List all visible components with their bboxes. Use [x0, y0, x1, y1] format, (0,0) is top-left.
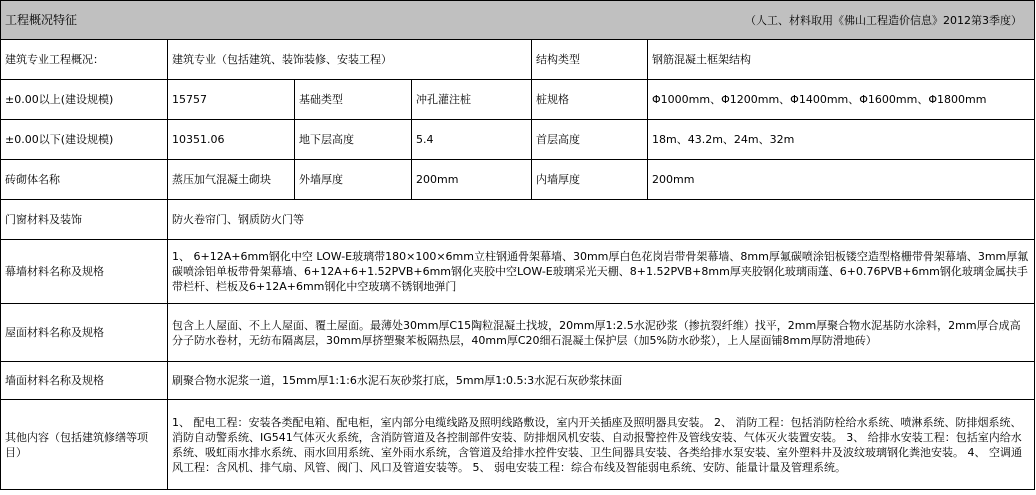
table-row	[1, 400, 1035, 490]
table-title: 工程概况特征	[5, 12, 78, 27]
row-label: 建筑专业工程概况：	[1, 40, 168, 80]
cell-value: 10351.06	[168, 120, 295, 160]
row-label: 砖砌体名称	[1, 160, 168, 200]
cell-value: 200mm	[648, 160, 1035, 200]
table-row	[1, 304, 1035, 362]
header-cell	[1, 1, 1035, 40]
cell-value: 18m、43.2m、24m、32m	[648, 120, 1035, 160]
table-row	[1, 40, 1035, 80]
row-label: 桩规格	[532, 80, 648, 120]
cell-value: 1、 6+12A+6mm钢化中空 LOW-E玻璃带180×100×6mm立柱钢通骨架幕墙、30mm厚白色花岗岩带骨架幕墙、8mm厚氟碳喷涂铝板镂空造型格栅带骨架幕墙、3mm厚氟碳喷涂铝单板带骨架幕墙、6+12A+6+1.52PVB+6mm钢化夹胶中空LOW-E玻璃采光天棚、8+1.52PVB+8mm厚夹胶钢化玻璃雨蓬、6+0.76PVB+6mm钢化玻璃金属扶手带栏杆、栏板及6+12A+6mm钢化中空玻璃不锈钢地弹门	[168, 240, 1035, 304]
cell-value: 钢筋混凝土框架结构	[648, 40, 1035, 80]
table-row	[1, 362, 1035, 400]
row-label: ±0.00以下(建设规模)	[1, 120, 168, 160]
row-label: 结构类型	[532, 40, 648, 80]
row-label: 内墙厚度	[532, 160, 648, 200]
row-label: 外墙厚度	[295, 160, 412, 200]
row-label: 首层高度	[532, 120, 648, 160]
row-label: 地下层高度	[295, 120, 412, 160]
table-row	[1, 160, 1035, 200]
cell-value: 5.4	[412, 120, 532, 160]
cell-value: 建筑专业（包括建筑、装饰装修、安装工程）	[168, 40, 532, 80]
cell-value: 15757	[168, 80, 295, 120]
row-label: 幕墙材料名称及规格	[1, 240, 168, 304]
row-label: 门窗材料及装饰	[1, 200, 168, 240]
cell-value: 蒸压加气混凝土砌块	[168, 160, 295, 200]
row-label: 墙面材料名称及规格	[1, 362, 168, 400]
table-row	[1, 80, 1035, 120]
cell-value: 1、 配电工程：安装各类配电箱、配电柜，室内部分电缆线路及照明线路敷设，室内开关插座及照明器具安装。 2、 消防工程：包括消防栓给水系统、喷淋系统、防排烟系统、消防自动警系统、IG541气体灭火系统，含消防管道及各控制部件安装、防排烟风机安装、自动报警控件及管线安装、气体灭火装置安装。 3、 给排水安装工程：包括室内给水系统、吸虹雨水排水系统、雨水回用系统、室外雨水系统，含管道及给排水控件安装、卫生间器具安装、各类给排水泵安装、室外塑料井及波纹玻璃钢化粪池安装。 4、 空调通风工程：含风机、排气扇、风管、阀门、风口及管道安装等。 5、 弱电安装工程：综合布线及智能弱电系统、安防、能量计量及管理系统。	[168, 400, 1035, 490]
row-label: 屋面材料名称及规格	[1, 304, 168, 362]
cell-value: 防火卷帘门、钢质防火门等	[168, 200, 1035, 240]
table-row	[1, 240, 1035, 304]
cell-value: 包含上人屋面、不上人屋面、覆土屋面。最薄处30mm厚C15陶粒混凝土找坡，20mm厚1:2.5水泥砂浆（掺抗裂纤维）找平，2mm厚聚合物水泥基防水涂料，2mm厚合成高分子防水卷材，无纺布隔离层，30mm厚挤塑聚苯板隔热层，40mm厚C20细石混凝土保护层（加5%防水砂浆），上人屋面铺8mm厚防滑地砖）	[168, 304, 1035, 362]
cell-value: 冲孔灌注桩	[412, 80, 532, 120]
cell-value: 刷聚合物水泥浆一道，15mm厚1:1:6水泥石灰砂浆打底，5mm厚1:0.5:3水泥石灰砂浆抹面	[168, 362, 1035, 400]
cell-value: 200mm	[412, 160, 532, 200]
cell-value: Φ1000mm、Φ1200mm、Φ1400mm、Φ1600mm、Φ1800mm	[648, 80, 1035, 120]
price-source-note: （人工、材料取用《佛山工程造价信息》2012第3季度）	[745, 13, 1023, 27]
header-row	[1, 1, 1035, 40]
row-label: ±0.00以上(建设规模)	[1, 80, 168, 120]
table-row	[1, 120, 1035, 160]
row-label: 其他内容（包括建筑修缮等项目）	[1, 400, 168, 490]
table-row	[1, 200, 1035, 240]
row-label: 基础类型	[295, 80, 412, 120]
